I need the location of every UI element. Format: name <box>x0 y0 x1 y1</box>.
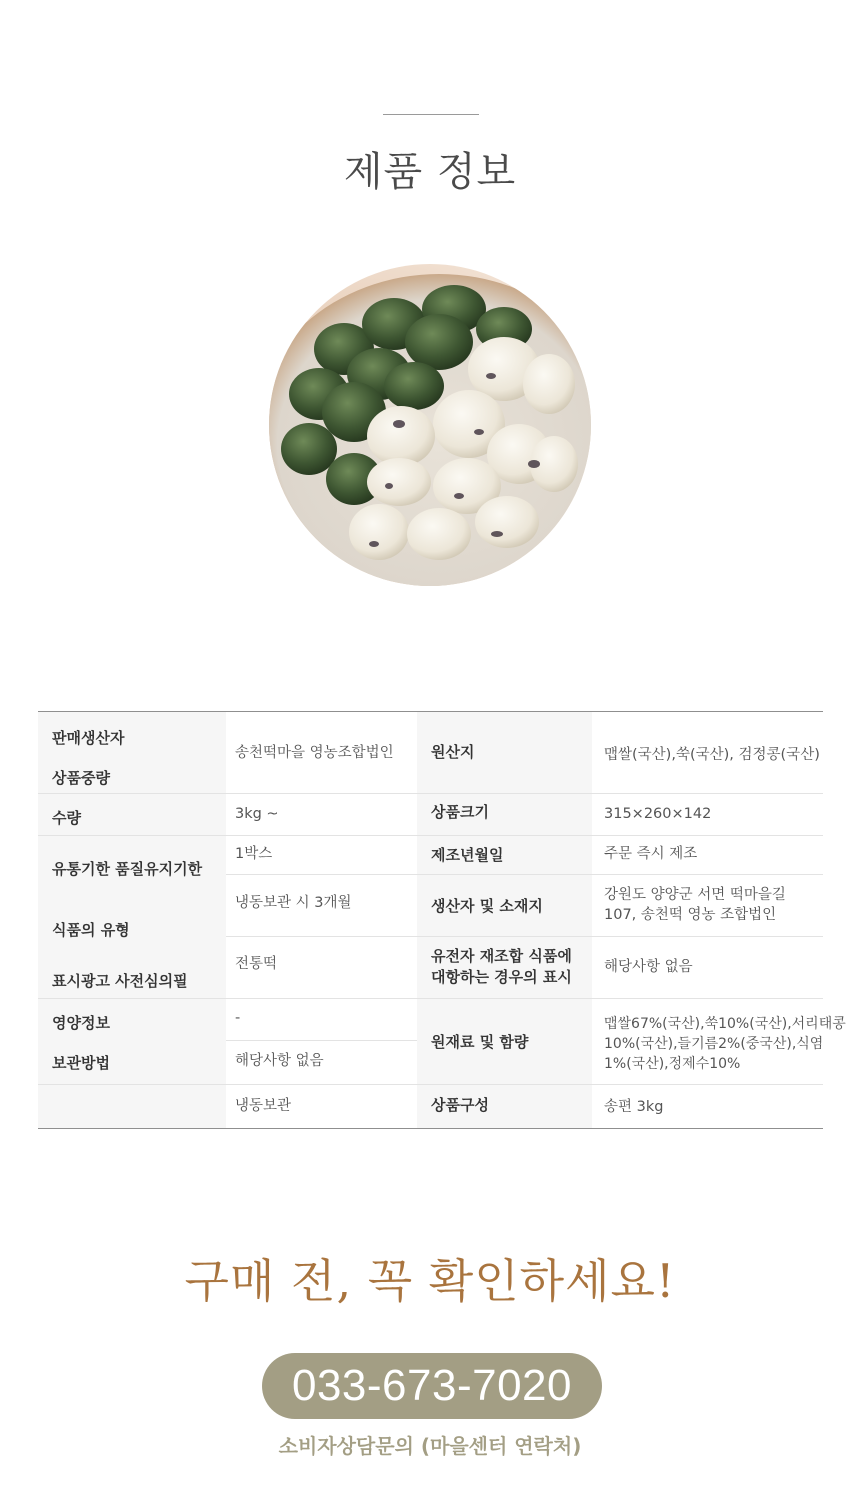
purchase-notice-heading: 구매 전, 꼭 확인하세요! <box>184 1254 676 1308</box>
composition-value: 송편 3kg <box>604 1099 664 1115</box>
seller-label: 판매생산자 <box>52 729 125 747</box>
product-photo <box>269 264 591 586</box>
foodtype-value: 전통떡 <box>235 956 278 972</box>
producer-value: 강원도 양양군 서면 떡마을길 <box>604 887 786 903</box>
mfgdate-label: 제조년월일 <box>431 846 504 864</box>
title-divider <box>383 114 479 115</box>
product-info-table <box>38 711 846 1129</box>
ingredients-value: 맵쌀67%(국산),쑥10%(국산),서리태콩 <box>604 1016 846 1032</box>
row-divider <box>38 793 823 794</box>
page-title: 제품 정보 <box>343 149 517 195</box>
adreview-value: - <box>235 1010 241 1026</box>
seller-value: 송천떡마을 영농조합법인 <box>235 745 394 761</box>
foodtype-label: 식품의 유형 <box>52 921 130 939</box>
weight-value: 3kg ~ <box>235 806 279 822</box>
contact-caption: 소비자상담문의 (마을센터 연락처) <box>278 1434 582 1458</box>
expiry-label: 유통기한 품질유지기한 <box>52 860 203 878</box>
row-divider <box>38 998 823 999</box>
mfgdate-value: 주문 즉시 제조 <box>604 846 698 862</box>
gmo-label: 유전자 재조합 식품에 <box>431 947 572 965</box>
row-divider <box>38 835 823 836</box>
weight-label: 상품중량 <box>52 769 110 787</box>
size-value: 315×260×142 <box>604 806 712 822</box>
storage-label: 보관방법 <box>52 1054 110 1072</box>
composition-label: 상품구성 <box>431 1096 489 1114</box>
quantity-label: 수량 <box>52 809 81 827</box>
ingredients-value: 10%(국산),들기름2%(중국산),식염 <box>604 1036 824 1052</box>
origin-value: 맵쌀(국산),쑥(국산), 검정콩(국산) <box>604 747 820 763</box>
storage-value: 냉동보관 <box>235 1098 292 1114</box>
row-divider <box>38 1084 823 1085</box>
phone-number: 033-673-7020 <box>291 1361 572 1410</box>
row-divider <box>226 936 823 937</box>
gmo-value: 해당사항 없음 <box>604 959 693 975</box>
producer-value: 107, 송천떡 영농 조합법인 <box>604 907 777 923</box>
ingredients-label: 원재료 및 함량 <box>431 1033 529 1051</box>
nutrition-value: 해당사항 없음 <box>235 1053 324 1069</box>
row-divider <box>226 1040 417 1041</box>
gmo-label: 대항하는 경우의 표시 <box>431 968 572 986</box>
quantity-value: 1박스 <box>235 846 273 862</box>
row-divider <box>226 874 823 875</box>
phone-number-badge[interactable] <box>262 1353 602 1419</box>
nutrition-label: 영양정보 <box>52 1014 110 1032</box>
origin-label: 원산지 <box>431 743 475 761</box>
producer-label: 생산자 및 소재지 <box>431 897 543 915</box>
size-label: 상품크기 <box>431 803 489 821</box>
label-column <box>417 712 592 1128</box>
expiry-value: 냉동보관 시 3개월 <box>235 895 352 911</box>
ingredients-value: 1%(국산),정제수10% <box>604 1056 741 1072</box>
adreview-label: 표시광고 사전심의필 <box>52 972 188 990</box>
